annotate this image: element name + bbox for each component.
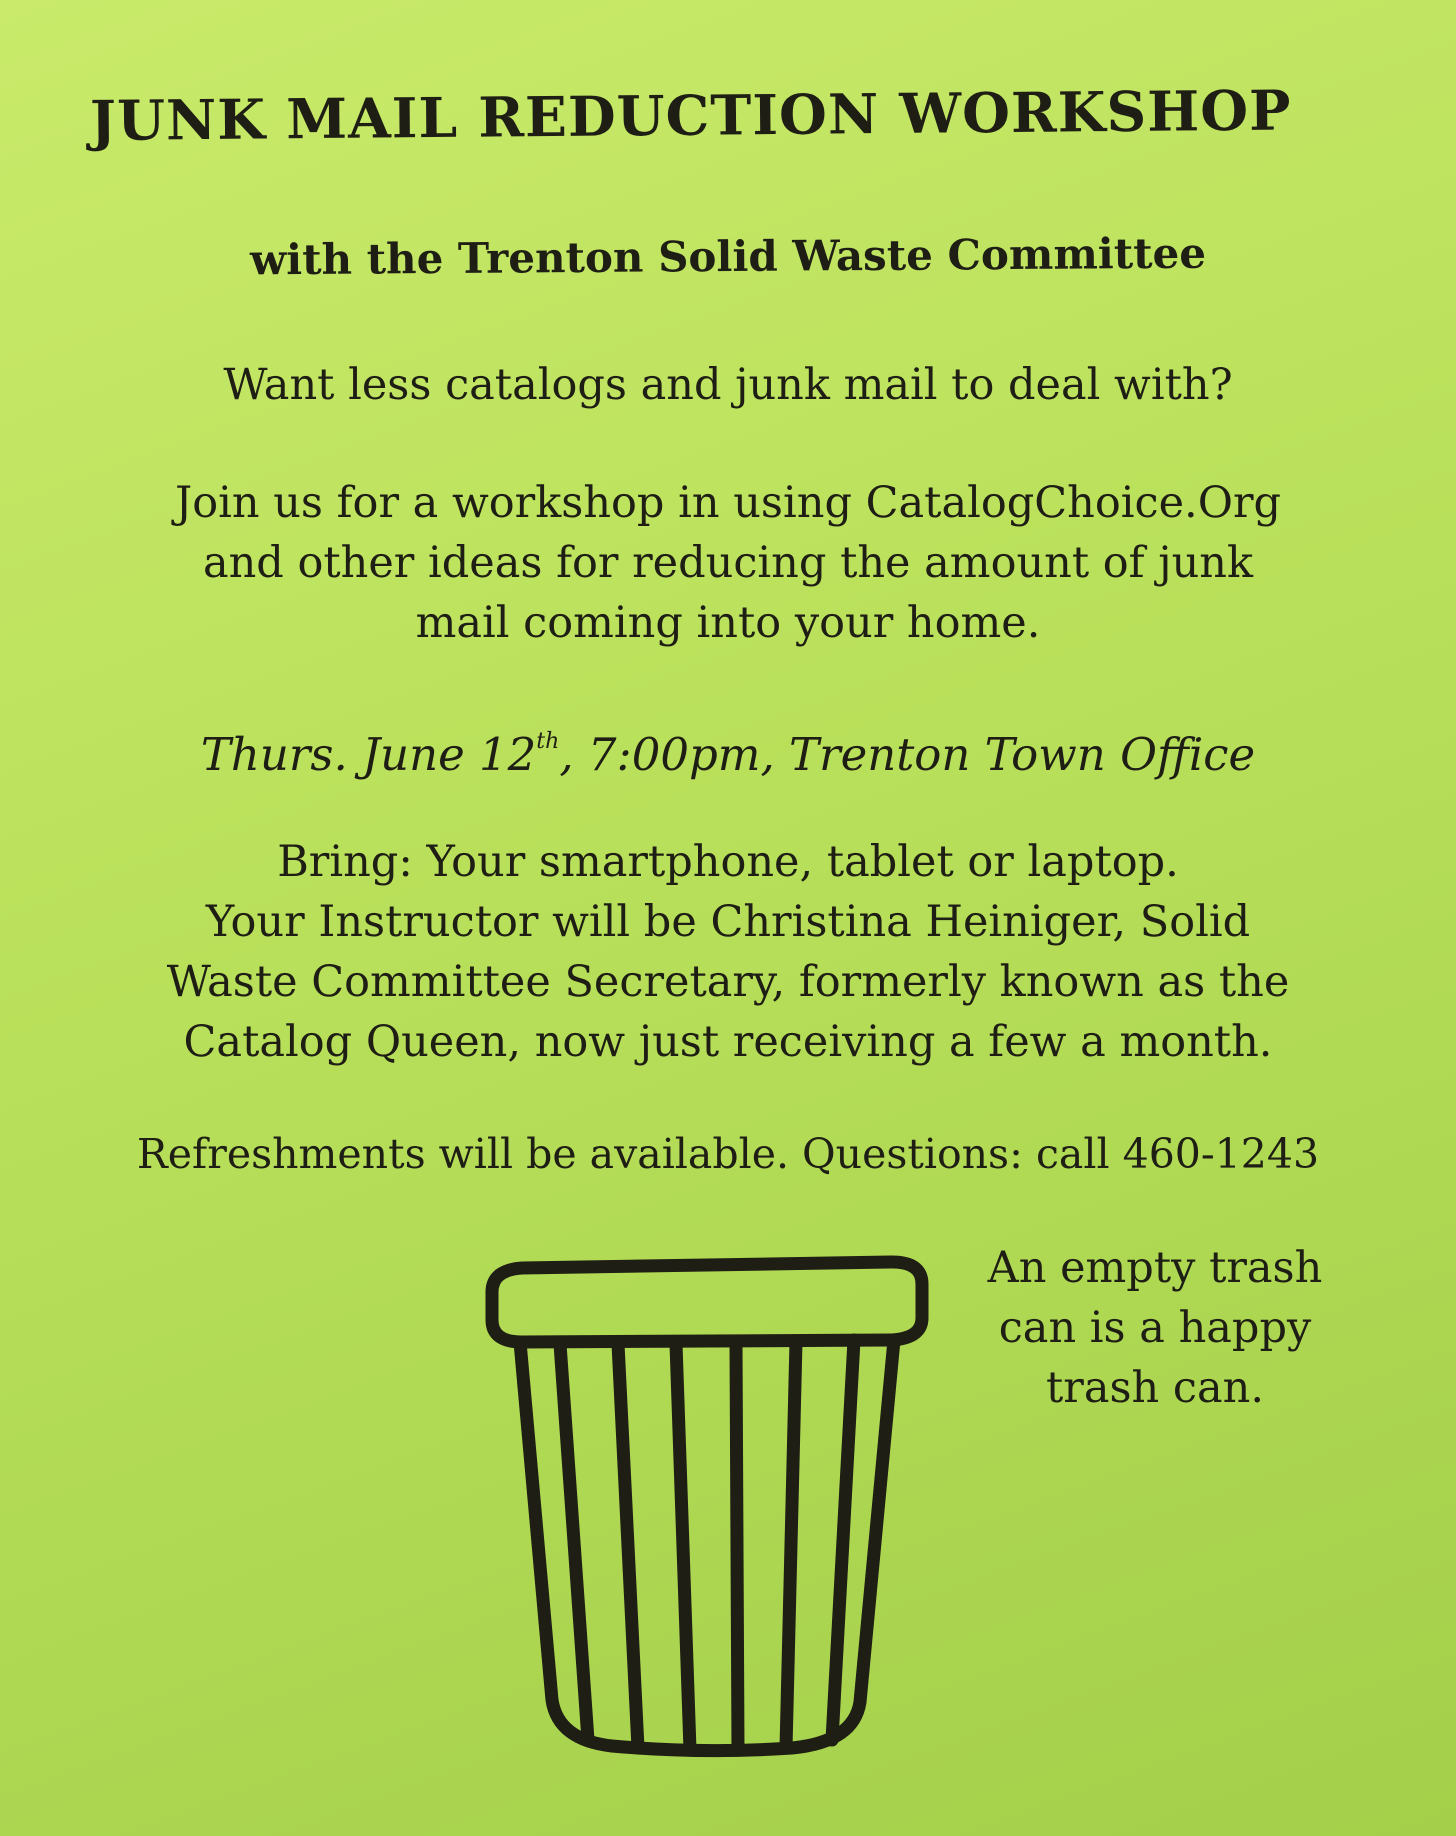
join-line: mail coming into your home.	[415, 598, 1041, 648]
join-line: Join us for a workshop in using CatalogChoice.Org	[174, 478, 1282, 528]
join-paragraph	[60, 473, 1396, 653]
caption-line: An empty trash	[987, 1243, 1323, 1293]
bring-line: Waste Committee Secretary, formerly known as the	[166, 957, 1290, 1007]
caption-line: can is a happy	[998, 1303, 1312, 1353]
event-date: Thurs. June 12	[200, 728, 537, 781]
question-text: Want less catalogs and junk mail to deal with?	[223, 360, 1233, 410]
join-line: and other ideas for reducing the amount of junk	[202, 538, 1254, 588]
bring-line: Catalog Queen, now just receiving a few a month.	[183, 1017, 1273, 1067]
trash-can-icon	[462, 1240, 952, 1770]
event-time-location: , 7:00pm, Trenton Town Office	[559, 728, 1256, 781]
flyer-title: JUNK MAIL REDUCTION WORKSHOP	[89, 77, 1292, 153]
bring-paragraph	[60, 832, 1396, 1072]
event-date-suffix: th	[536, 729, 560, 754]
bring-line: Your Instructor will be Christina Heiniger, Solid	[205, 897, 1251, 947]
flyer-subtitle: with the Trenton Solid Waste Committee	[249, 228, 1207, 285]
refreshments-text: Refreshments will be available. Questions: call 460-1243	[136, 1130, 1320, 1178]
trash-caption	[940, 1238, 1370, 1418]
caption-line: trash can.	[1046, 1363, 1264, 1413]
trash-can-drawing	[462, 1240, 952, 1770]
event-details	[60, 712, 1396, 785]
bring-line: Bring: Your smartphone, tablet or laptop.	[277, 837, 1179, 887]
